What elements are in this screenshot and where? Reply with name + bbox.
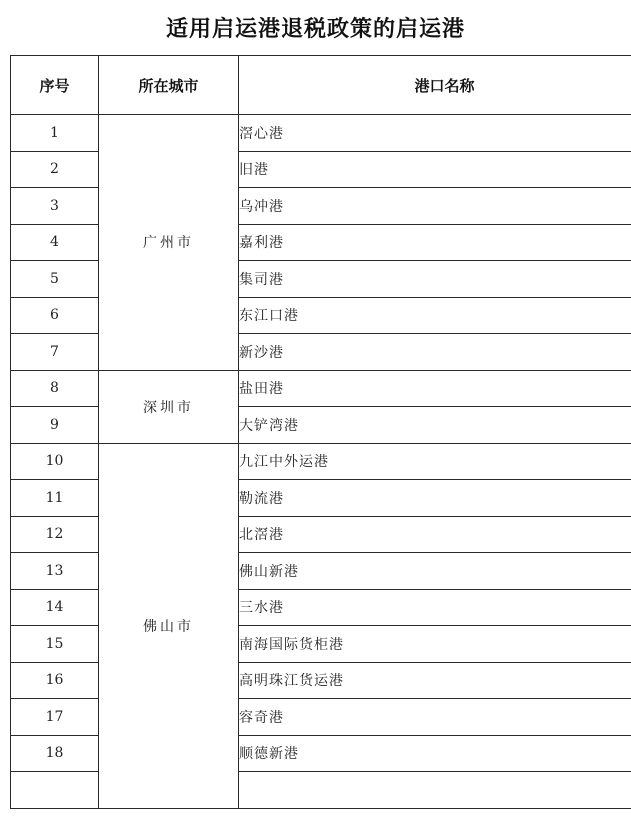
seq-cell: 15	[11, 626, 99, 663]
table-row	[11, 443, 631, 480]
port-name-cell-empty	[239, 772, 631, 809]
seq-cell: 4	[11, 224, 99, 261]
page-title: 适用启运港退税政策的启运港	[165, 17, 465, 42]
header-port-name: 港口名称	[239, 56, 631, 115]
port-name-cell: 新沙港	[239, 334, 631, 371]
seq-cell-empty	[11, 772, 99, 809]
port-name-cell: 高明珠江货运港	[239, 662, 631, 699]
port-name-cell: 九江中外运港	[239, 443, 631, 480]
header-city: 所在城市	[99, 56, 239, 115]
table-header-row	[11, 56, 631, 115]
port-name-cell: 南海国际货柜港	[239, 626, 631, 663]
table-row	[11, 370, 631, 407]
seq-cell: 7	[11, 334, 99, 371]
seq-cell: 3	[11, 188, 99, 225]
port-table	[10, 55, 631, 809]
port-name-cell: 旧港	[239, 151, 631, 188]
seq-cell: 1	[11, 115, 99, 152]
seq-cell: 8	[11, 370, 99, 407]
seq-cell: 17	[11, 699, 99, 736]
table-row	[11, 115, 631, 152]
port-name-cell: 嘉利港	[239, 224, 631, 261]
seq-cell: 10	[11, 443, 99, 480]
port-name-cell: 大铲湾港	[239, 407, 631, 444]
seq-cell: 16	[11, 662, 99, 699]
seq-cell: 9	[11, 407, 99, 444]
seq-cell: 5	[11, 261, 99, 298]
port-name-cell: 北滘港	[239, 516, 631, 553]
table-body	[11, 115, 631, 809]
seq-cell: 6	[11, 297, 99, 334]
seq-cell: 18	[11, 735, 99, 772]
seq-cell: 14	[11, 589, 99, 626]
port-name-cell: 佛山新港	[239, 553, 631, 590]
header-seq: 序号	[11, 56, 99, 115]
city-cell: 佛山市	[99, 443, 239, 808]
port-name-cell: 滘心港	[239, 115, 631, 152]
seq-cell: 12	[11, 516, 99, 553]
port-name-cell: 顺德新港	[239, 735, 631, 772]
seq-cell: 13	[11, 553, 99, 590]
port-name-cell: 容奇港	[239, 699, 631, 736]
port-name-cell: 勒流港	[239, 480, 631, 517]
port-name-cell: 集司港	[239, 261, 631, 298]
port-name-cell: 东江口港	[239, 297, 631, 334]
port-name-cell: 盐田港	[239, 370, 631, 407]
port-name-cell: 三水港	[239, 589, 631, 626]
seq-cell: 11	[11, 480, 99, 517]
seq-cell: 2	[11, 151, 99, 188]
port-name-cell: 乌冲港	[239, 188, 631, 225]
city-cell: 广州市	[99, 115, 239, 371]
city-cell: 深圳市	[99, 370, 239, 443]
